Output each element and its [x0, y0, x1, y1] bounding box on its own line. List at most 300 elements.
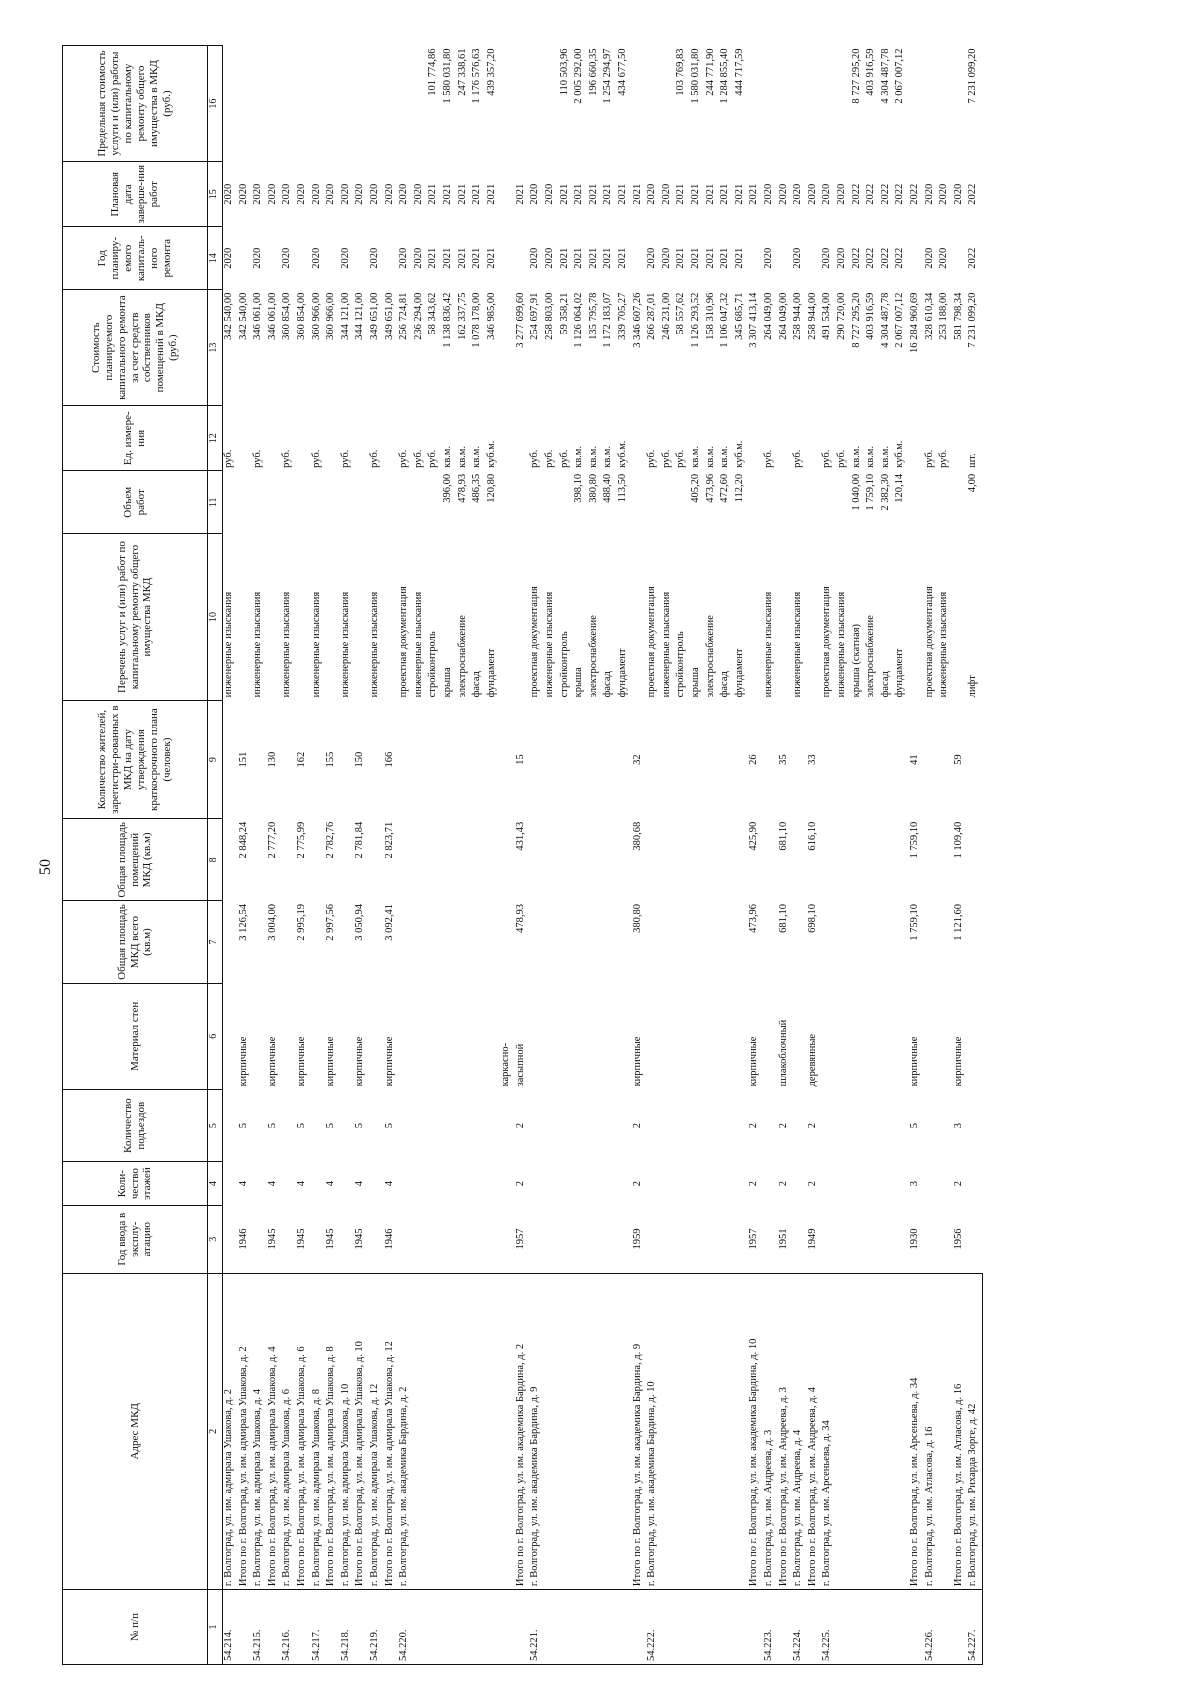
table-cell	[267, 1590, 282, 1665]
table-cell	[851, 1590, 866, 1665]
table-cell	[500, 1089, 515, 1161]
table-cell	[792, 46, 807, 162]
table-cell	[778, 1590, 793, 1665]
table-cell: 151	[237, 751, 249, 768]
table-cell	[442, 1590, 457, 1665]
table-cell: 7 231 099,20	[967, 292, 979, 348]
table-cell	[559, 1273, 574, 1590]
table-cell: 7 231 099,20	[967, 48, 979, 104]
table-cell	[442, 901, 457, 983]
column-number: 16	[208, 46, 223, 162]
table-cell: 488,40	[602, 473, 614, 503]
table-cell	[909, 534, 924, 701]
table-row	[384, 46, 399, 1665]
table-cell: 54.220.	[398, 1590, 413, 1665]
table-cell	[938, 1089, 953, 1161]
table-cell	[617, 700, 632, 818]
table-cell	[281, 700, 296, 818]
column-number: 1	[208, 1590, 223, 1665]
table-cell	[719, 1205, 734, 1273]
table-cell: г. Волгоград, ул. им. Рихарда Зорге, д. 42	[967, 1273, 982, 1590]
table-cell	[515, 227, 530, 290]
table-cell	[223, 1089, 238, 1161]
table-cell: 253 188,00	[938, 292, 950, 340]
table-cell: 2020	[310, 247, 322, 269]
table-cell: лифт	[967, 675, 979, 698]
table-cell: кирпичные	[295, 1036, 307, 1087]
column-header: Адрес МКД	[63, 1273, 208, 1590]
table-cell	[252, 700, 267, 818]
table-cell: г. Волгоград, ул. им. адмирала Ушакова, д. 6	[281, 1273, 296, 1590]
table-cell	[851, 819, 866, 901]
table-cell: 2021	[704, 183, 716, 205]
table-cell	[267, 406, 282, 471]
table-cell	[880, 901, 895, 983]
table-cell: 344 121,00	[339, 292, 351, 340]
table-cell	[851, 1089, 866, 1161]
table-cell: 59 358,21	[558, 292, 570, 335]
table-cell: Итого по г. Волгоград, ул. им. академика Бардина, д. 10	[748, 1273, 763, 1590]
table-cell	[924, 983, 939, 1089]
table-cell	[617, 1273, 632, 1590]
table-cell: 4	[295, 1181, 307, 1187]
table-cell	[238, 534, 253, 701]
table-cell: 2021	[427, 247, 439, 269]
table-cell	[223, 819, 238, 901]
table-cell	[457, 901, 472, 983]
table-cell: 2020	[821, 183, 833, 205]
table-cell	[457, 1590, 472, 1665]
table-cell	[384, 1590, 399, 1665]
table-cell	[836, 700, 851, 818]
table-cell: кирпичные	[354, 1036, 366, 1087]
table-cell	[442, 983, 457, 1089]
table-cell	[442, 700, 457, 818]
table-cell: 2020	[281, 247, 293, 269]
table-cell: 26	[748, 754, 760, 765]
table-cell	[471, 1590, 486, 1665]
table-cell	[690, 901, 705, 983]
table-cell	[894, 983, 909, 1089]
table-cell: электроснабжение	[456, 615, 468, 698]
table-cell: 1945	[266, 1228, 278, 1250]
table-cell: 2020	[383, 183, 395, 205]
table-cell: 2021	[675, 247, 687, 269]
table-cell: фундамент	[617, 648, 629, 698]
table-cell: 1957	[514, 1228, 526, 1250]
table-cell: 130	[266, 751, 278, 768]
table-cell: 698,10	[806, 903, 818, 933]
table-cell: 4	[325, 1181, 337, 1187]
table-cell	[617, 1089, 632, 1161]
table-cell: 2022	[850, 183, 862, 205]
table-cell: куб.м.	[894, 440, 906, 468]
table-cell	[734, 983, 749, 1089]
table-cell: 59	[952, 754, 964, 765]
table-cell: 2021	[456, 247, 468, 269]
table-cell	[384, 227, 399, 290]
table-cell	[457, 1273, 472, 1590]
table-row	[325, 46, 340, 1665]
table-cell	[281, 46, 296, 162]
table-cell	[544, 46, 559, 162]
table-cell	[471, 1162, 486, 1205]
table-cell: 2022	[967, 247, 979, 269]
table-cell: 290 720,00	[835, 292, 847, 340]
table-cell: 681,10	[777, 821, 789, 851]
table-cell	[851, 1273, 866, 1590]
table-cell: фасад	[602, 671, 614, 698]
table-cell: 581 798,34	[952, 292, 964, 340]
table-cell	[967, 1205, 982, 1273]
table-cell	[821, 46, 836, 162]
table-cell: 2 782,76	[325, 821, 337, 859]
table-cell: 344 121,00	[354, 292, 366, 340]
table-cell	[529, 819, 544, 901]
column-header: Общая площадь МКД всего (кв.м)	[63, 901, 208, 983]
table-cell	[807, 46, 822, 162]
table-cell: 339 705,27	[617, 292, 629, 340]
table-cell	[486, 1089, 501, 1161]
table-cell	[500, 471, 515, 534]
table-cell	[398, 46, 413, 162]
table-cell: 2021	[471, 183, 483, 205]
table-cell: 2020	[368, 247, 380, 269]
header-row	[63, 46, 208, 1665]
table-row	[413, 46, 428, 1665]
table-cell	[515, 406, 530, 471]
table-cell: 2021	[617, 183, 629, 205]
table-cell: 1 040,00	[850, 473, 862, 511]
table-cell	[778, 471, 793, 534]
table-cell: 2020	[398, 247, 410, 269]
table-cell: 2	[631, 1181, 643, 1187]
table-cell: кирпичные	[631, 1036, 643, 1087]
table-cell: 2022	[850, 247, 862, 269]
table-cell	[573, 1162, 588, 1205]
table-cell: 1 759,10	[908, 821, 920, 859]
table-cell: 2020	[354, 183, 366, 205]
table-cell	[413, 1089, 428, 1161]
table-cell	[500, 700, 515, 818]
table-cell: фасад	[879, 671, 891, 698]
table-cell: руб.	[660, 449, 672, 468]
table-cell	[938, 1205, 953, 1273]
table-cell	[413, 46, 428, 162]
table-cell	[311, 901, 326, 983]
table-cell: 444 717,59	[733, 48, 745, 96]
table-cell	[442, 1205, 457, 1273]
table-cell: 120,80	[485, 473, 497, 503]
table-cell: 2020	[281, 183, 293, 205]
table-cell: 2 781,84	[354, 821, 366, 859]
table-cell	[880, 1162, 895, 1205]
table-row	[296, 46, 311, 1665]
table-cell: руб.	[821, 449, 833, 468]
table-row	[369, 46, 384, 1665]
table-cell: 1930	[908, 1228, 920, 1250]
table-cell	[748, 406, 763, 471]
table-cell	[544, 700, 559, 818]
table-cell	[880, 700, 895, 818]
column-header: Материал стен	[63, 983, 208, 1089]
table-cell	[821, 471, 836, 534]
table-cell	[894, 1590, 909, 1665]
table-cell: 1 176 576,63	[471, 48, 483, 104]
table-cell	[500, 406, 515, 471]
table-cell	[705, 1089, 720, 1161]
table-cell: Итого по г. Волгоград, ул. им. Андреева, д. 4	[807, 1273, 822, 1590]
table-cell	[340, 983, 355, 1089]
table-cell	[544, 1205, 559, 1273]
table-cell: Итого по г. Волгоград, ул. им. адмирала Ушакова, д. 8	[325, 1273, 340, 1590]
table-cell: 120,14	[894, 473, 906, 503]
table-cell: 2020	[237, 183, 249, 205]
table-cell	[486, 1162, 501, 1205]
table-cell: г. Волгоград, ул. им. адмирала Ушакова, д. 8	[311, 1273, 326, 1590]
table-cell: кв.м.	[719, 445, 731, 468]
table-cell	[661, 901, 676, 983]
table-cell	[602, 1089, 617, 1161]
table-cell	[413, 983, 428, 1089]
table-cell: 2021	[587, 247, 599, 269]
column-number: 5	[208, 1089, 223, 1161]
table-cell: 2020	[266, 183, 278, 205]
table-cell: инженерные изыскания	[281, 591, 293, 698]
table-cell: проектная документация	[923, 586, 935, 698]
table-cell	[909, 46, 924, 162]
table-cell	[734, 700, 749, 818]
table-cell	[252, 1162, 267, 1205]
table-cell	[792, 471, 807, 534]
table-cell: инженерные изыскания	[544, 591, 556, 698]
column-header: Перечень услуг и (или) работ по капитальному ремонту общего имущества МКД	[63, 534, 208, 701]
table-cell	[252, 1089, 267, 1161]
column-number: 13	[208, 290, 223, 406]
table-cell	[690, 700, 705, 818]
table-cell: руб.	[646, 449, 658, 468]
table-cell	[398, 901, 413, 983]
table-cell: 1 109,40	[952, 821, 964, 859]
table-cell: 2021	[719, 183, 731, 205]
table-cell	[763, 983, 778, 1089]
table-cell: 2021	[587, 183, 599, 205]
table-cell	[296, 46, 311, 162]
table-cell	[559, 1590, 574, 1665]
table-cell	[602, 1162, 617, 1205]
table-cell	[340, 1089, 355, 1161]
table-cell	[924, 1205, 939, 1273]
table-cell	[719, 1273, 734, 1590]
table-row	[938, 46, 953, 1665]
table-cell	[661, 1162, 676, 1205]
table-cell	[500, 819, 515, 901]
column-number: 6	[208, 983, 223, 1089]
table-cell: 473,96	[704, 473, 716, 503]
table-cell: 2021	[719, 247, 731, 269]
table-cell: 5	[237, 1123, 249, 1129]
table-cell	[661, 1205, 676, 1273]
table-cell: 360 854,00	[295, 292, 307, 340]
table-row	[427, 46, 442, 1665]
table-cell: 1956	[952, 1228, 964, 1250]
column-header: Объем работ	[63, 471, 208, 534]
table-cell: 3 092,41	[383, 903, 395, 941]
table-cell: 3 277 699,60	[514, 292, 526, 348]
column-number: 3	[208, 1205, 223, 1273]
table-cell	[778, 406, 793, 471]
table-cell: 8 727 295,20	[850, 292, 862, 348]
table-cell: кирпичные	[748, 1036, 760, 1087]
table-cell	[894, 1162, 909, 1205]
table-cell	[967, 983, 982, 1089]
table-cell: 2	[806, 1181, 818, 1187]
table-cell	[398, 1205, 413, 1273]
table-cell	[471, 1205, 486, 1273]
table-cell	[924, 46, 939, 162]
table-cell	[413, 1590, 428, 1665]
table-cell	[559, 1205, 574, 1273]
table-cell	[559, 901, 574, 983]
table-cell: 16 284 960,69	[908, 292, 920, 354]
table-cell: 3 004,00	[266, 903, 278, 941]
table-cell	[238, 46, 253, 162]
table-cell	[865, 1089, 880, 1161]
table-cell	[340, 819, 355, 901]
table-cell	[719, 901, 734, 983]
table-cell	[427, 471, 442, 534]
table-cell: 2020	[806, 183, 818, 205]
table-cell: крыша	[441, 667, 453, 698]
table-cell: 4	[383, 1181, 395, 1187]
table-cell	[573, 1273, 588, 1590]
table-cell	[325, 406, 340, 471]
table-row	[894, 46, 909, 1665]
table-cell: 2021	[690, 183, 701, 205]
table-cell	[427, 1590, 442, 1665]
table-cell	[354, 227, 369, 290]
table-cell	[602, 700, 617, 818]
table-cell	[311, 819, 326, 901]
table-cell	[661, 46, 676, 162]
table-cell	[369, 1205, 384, 1273]
table-cell: 1 106 047,32	[719, 292, 731, 348]
table-cell: стройконтроль	[675, 631, 687, 698]
table-row	[675, 46, 690, 1665]
table-cell	[690, 1089, 705, 1161]
table-cell: 478,93	[514, 903, 526, 933]
table-cell	[734, 1089, 749, 1161]
table-cell	[602, 1205, 617, 1273]
table-cell	[632, 534, 647, 701]
table-cell: инженерные изыскания	[252, 591, 264, 698]
table-cell	[705, 700, 720, 818]
table-cell	[632, 471, 647, 534]
table-cell: руб.	[529, 449, 541, 468]
table-cell: 2020	[325, 183, 337, 205]
column-number: 11	[208, 471, 223, 534]
table-cell	[617, 1590, 632, 1665]
table-cell	[369, 1162, 384, 1205]
table-cell: 1 759,10	[908, 903, 920, 941]
table-cell: 2 775,99	[295, 821, 307, 859]
table-cell: 346 985,00	[485, 292, 497, 340]
table-cell	[851, 1205, 866, 1273]
table-cell	[734, 1273, 749, 1590]
table-cell: 2021	[558, 183, 570, 205]
table-cell	[252, 471, 267, 534]
table-cell: 5	[383, 1123, 395, 1129]
table-cell: 2020	[938, 247, 950, 269]
column-number: 10	[208, 534, 223, 701]
table-cell: 5	[266, 1123, 278, 1129]
column-number: 9	[208, 700, 223, 818]
table-cell: 2021	[573, 247, 585, 269]
table-cell	[924, 819, 939, 901]
table-cell: 54.227.	[967, 1590, 982, 1665]
table-cell	[661, 1273, 676, 1590]
table-cell	[865, 983, 880, 1089]
table-row	[602, 46, 617, 1665]
table-cell: 396,00	[441, 473, 453, 503]
table-cell: 2020	[835, 183, 847, 205]
table-cell	[690, 1205, 705, 1273]
table-cell	[354, 46, 369, 162]
table-row	[924, 46, 939, 1665]
table-cell: 1945	[325, 1228, 337, 1250]
table-cell: кв.м.	[865, 445, 877, 468]
table-cell: 2021	[733, 247, 745, 269]
table-cell	[763, 1089, 778, 1161]
table-cell	[369, 46, 384, 162]
table-cell: 2021	[733, 183, 745, 205]
table-cell: 2020	[544, 183, 556, 205]
table-row	[442, 46, 457, 1665]
table-row	[734, 46, 749, 1665]
table-cell: электроснабжение	[587, 615, 599, 698]
table-cell: 2 067 007,12	[894, 48, 906, 104]
table-cell: 1951	[777, 1228, 789, 1250]
table-cell: проектная документация	[821, 586, 833, 698]
table-cell: куб.м.	[485, 440, 497, 468]
table-cell: 2020	[923, 183, 935, 205]
table-row	[661, 46, 676, 1665]
table-cell	[413, 1273, 428, 1590]
table-cell: 162	[295, 751, 307, 768]
table-cell	[267, 534, 282, 701]
table-cell	[500, 1273, 515, 1590]
table-cell	[938, 1162, 953, 1205]
table-row	[821, 46, 836, 1665]
table-cell	[413, 819, 428, 901]
table-row	[792, 46, 807, 1665]
table-cell	[865, 1590, 880, 1665]
table-cell	[544, 1089, 559, 1161]
table-cell	[529, 983, 544, 1089]
table-cell	[675, 1273, 690, 1590]
table-row	[967, 46, 982, 1665]
table-cell: 158 310,96	[704, 292, 716, 340]
table-cell	[529, 1205, 544, 1273]
table-cell: 473,96	[748, 903, 760, 933]
table-cell	[646, 700, 661, 818]
table-cell	[807, 534, 822, 701]
table-cell	[851, 700, 866, 818]
table-cell: 2021	[514, 183, 526, 205]
table-cell: стройконтроль	[427, 631, 439, 698]
table-cell: 2020	[835, 247, 847, 269]
table-cell: кв.м.	[587, 445, 599, 468]
